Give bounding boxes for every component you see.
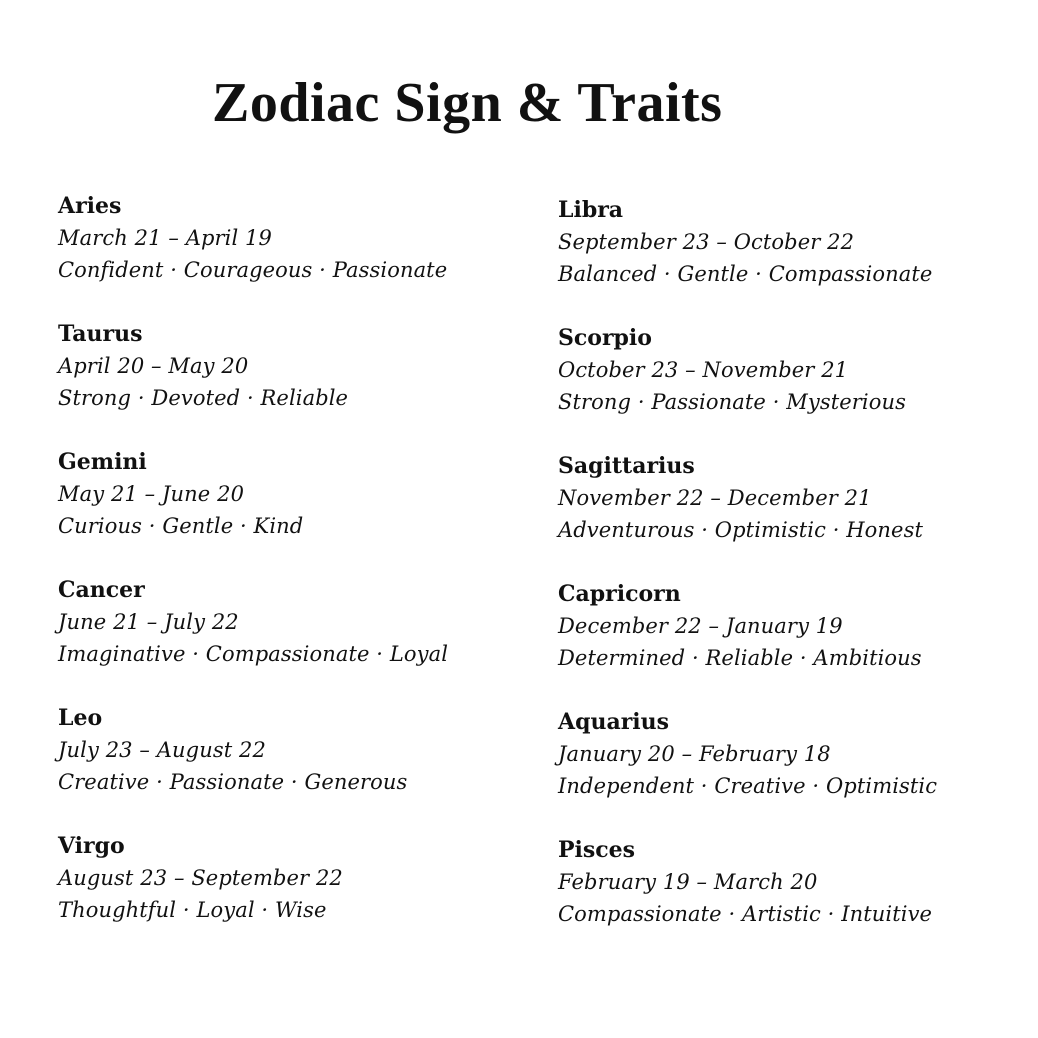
sign-traits: Strong · Devoted · Reliable: [58, 386, 349, 410]
sign-traits: Independent · Creative · Optimistic: [558, 774, 938, 798]
sign-entry-gemini: [58, 446, 528, 542]
sign-entry-aries: [58, 190, 528, 286]
sign-entry-pisces: [558, 834, 1028, 930]
sign-traits: Curious · Gentle · Kind: [58, 514, 304, 538]
sign-name: Gemini: [58, 449, 147, 475]
sign-dates: September 23 – October 22: [558, 230, 855, 254]
sign-dates: November 22 – December 21: [558, 486, 872, 510]
sign-dates: May 21 – June 20: [58, 482, 245, 506]
sign-name: Taurus: [58, 321, 143, 347]
sign-name: Capricorn: [558, 581, 681, 607]
sign-name: Scorpio: [558, 325, 652, 351]
sign-entry-virgo: [58, 830, 528, 926]
sign-entry-aquarius: [558, 706, 1028, 802]
sign-entry-capricorn: [558, 578, 1028, 674]
sign-name: Aquarius: [558, 709, 670, 735]
sign-dates: March 21 – April 19: [58, 226, 272, 250]
sign-traits: Creative · Passionate · Generous: [58, 770, 408, 794]
sign-traits: Confident · Courageous · Passionate: [58, 258, 448, 282]
sign-traits: Determined · Reliable · Ambitious: [558, 646, 922, 670]
sign-name: Libra: [558, 197, 624, 223]
sign-name: Virgo: [58, 833, 125, 859]
sign-name: Cancer: [58, 577, 145, 603]
sign-dates: October 23 – November 21: [558, 358, 849, 382]
sign-entry-taurus: [58, 318, 528, 414]
sign-dates: February 19 – March 20: [558, 870, 818, 894]
sign-traits: Thoughtful · Loyal · Wise: [58, 898, 327, 922]
sign-traits: Balanced · Gentle · Compassionate: [558, 262, 933, 286]
sign-entry-cancer: [58, 574, 528, 670]
sign-dates: July 23 – August 22: [58, 738, 266, 762]
sign-entry-libra: [558, 194, 1028, 290]
sign-entry-sagittarius: [558, 450, 1028, 546]
sign-name: Aries: [58, 193, 122, 219]
sign-dates: January 20 – February 18: [558, 742, 831, 766]
sign-traits: Imaginative · Compassionate · Loyal: [58, 642, 449, 666]
sign-dates: April 20 – May 20: [58, 354, 249, 378]
sign-traits: Compassionate · Artistic · Intuitive: [558, 902, 933, 926]
sign-traits: Adventurous · Optimistic · Honest: [558, 518, 923, 542]
page-title: Zodiac Sign & Traits: [212, 72, 723, 134]
sign-name: Leo: [58, 705, 103, 731]
sign-dates: August 23 – September 22: [58, 866, 343, 890]
sign-name: Pisces: [558, 837, 636, 863]
sign-entry-scorpio: [558, 322, 1028, 418]
sign-dates: December 22 – January 19: [558, 614, 843, 638]
sign-name: Sagittarius: [558, 453, 695, 479]
sign-entry-leo: [58, 702, 528, 798]
sign-dates: June 21 – July 22: [58, 610, 239, 634]
sign-traits: Strong · Passionate · Mysterious: [558, 390, 906, 414]
